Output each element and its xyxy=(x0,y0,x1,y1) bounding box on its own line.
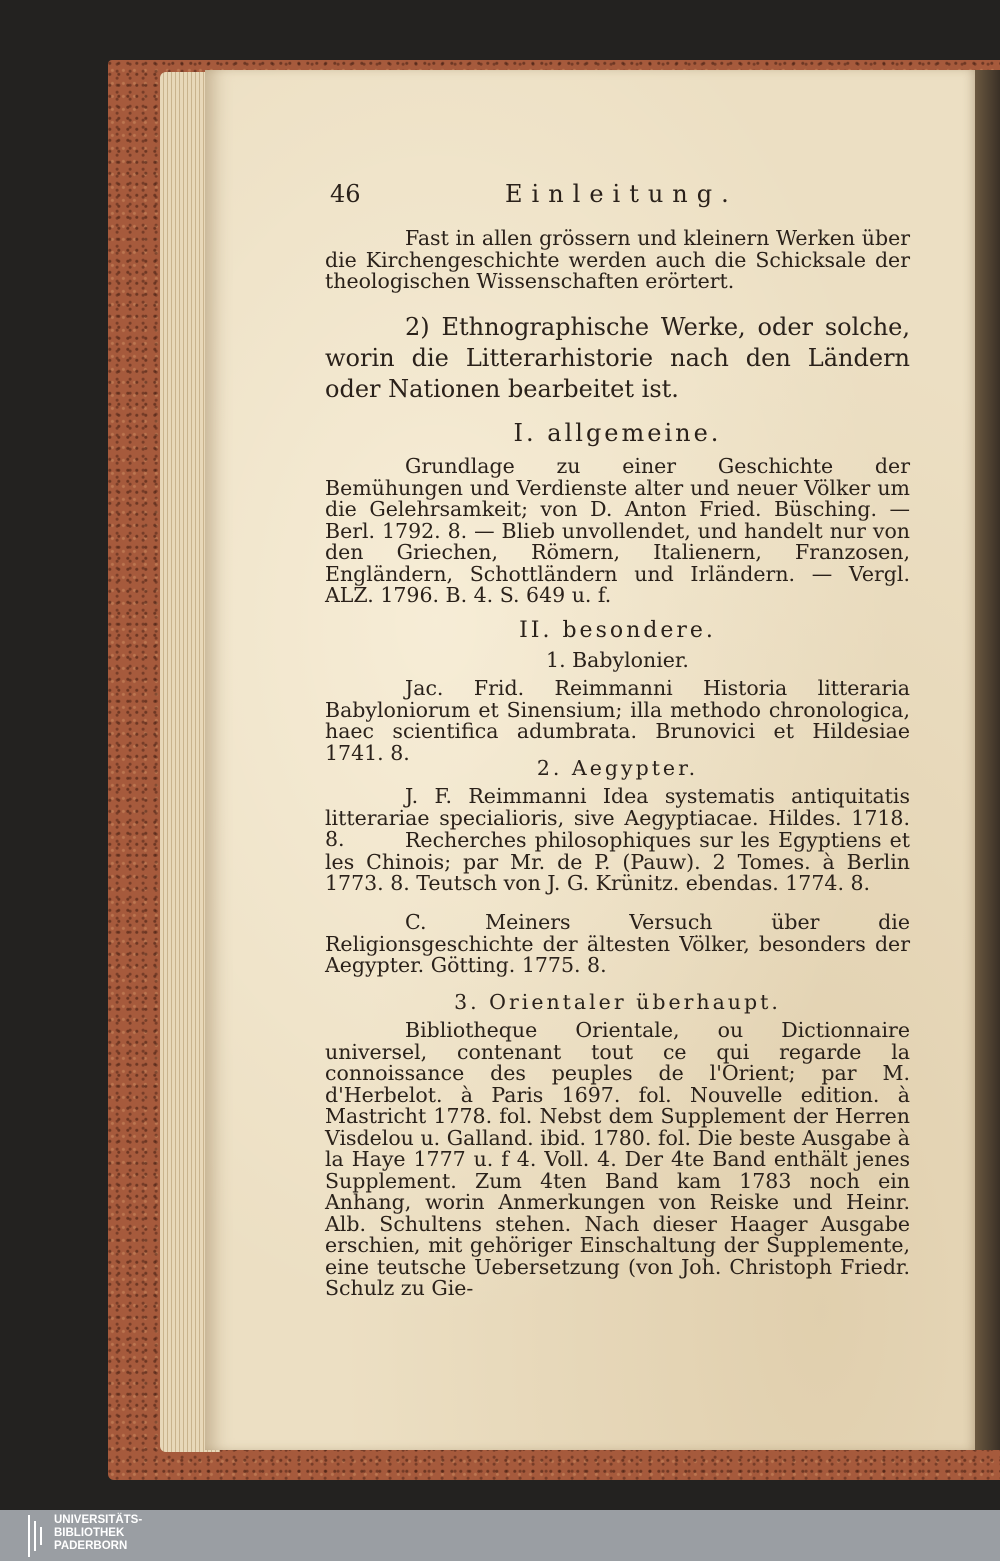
library-name-line2: BIBLIOTHEK xyxy=(54,1527,125,1539)
library-name-line1: UNIVERSITÄTS- xyxy=(54,1514,143,1526)
paragraph-kirchengeschichte: Fast in allen grössern und kleinern Werken über die Kirchengeschichte werden auch die Schicksale der theologischen Wissenschaften erörtert. xyxy=(325,226,910,293)
library-logo-icon xyxy=(28,1515,46,1557)
library-footer-bar xyxy=(0,1510,1000,1561)
heading-orientaler: 3. Orientaler überhaupt. xyxy=(454,990,781,1014)
section-ethnographische-werke: 2) Ethnographische Werke, oder solche, worin die Litterarhistorie nach den Ländern oder Nationen bearbeitet ist. xyxy=(325,313,910,403)
heading-allgemeine: I. allgemeine. xyxy=(513,419,722,447)
entry-recherches: Recherches philosophiques sur les Egyptiens et les Chinois; par Mr. de P. (Pauw). 2 Tomes. à Berlin 1773. 8. Teutsch von J. G. Krünitz. ebendas. 1774. 8. xyxy=(325,828,910,895)
heading-besondere: II. besondere. xyxy=(519,618,716,643)
running-title: Einleitung. xyxy=(505,180,738,208)
library-name xyxy=(54,1514,142,1553)
entry-meiners: C. Meiners Versuch über die Religionsgeschichte der ältesten Völker, besonders der Aegypter. Götting. 1775. 8. xyxy=(325,910,910,977)
heading-aegypter: 2. Aegypter. xyxy=(536,756,699,780)
running-head xyxy=(330,180,760,212)
entry-buesching: Grundlage zu einer Geschichte der Bemühungen und Verdienste alter und neuer Völker um die Gelehrsamkeit; von D. Anton Fried. Büsching. — Berl. 1792. 8. — Blieb unvollendet, und handelt nur von den Griechen, Römern, Italienern, Franzosen, Engländern, Schottländern und Irländern. — Vergl. ALZ. 1796. B. 4. S. 649 u. f. xyxy=(325,454,910,607)
entry-reimmann-aegypter: J. F. Reimmanni Idea systematis antiquitatis litterariae specialioris, sive Aegyptiacae. Hildes. 1718. 8. xyxy=(325,784,910,851)
gutter-shadow xyxy=(975,70,1000,1450)
page-number: 46 xyxy=(330,180,361,208)
entry-reimmann-babylonier: Jac. Frid. Reimmanni Historia litteraria Babyloniorum et Sinensium; illa methodo chronologica, haec scientifica adumbrata. Brunovici et Hildesiae 1741. 8. xyxy=(325,676,910,765)
library-name-line3: PADERBORN xyxy=(54,1540,128,1552)
heading-babylonier: 1. Babylonier. xyxy=(546,648,689,672)
entry-herbelot: Bibliotheque Orientale, ou Dictionnaire universel, contenant tout ce qui regarde la connoissance des peuples de l'Orient; par M. d'Herbelot. à Paris 1697. fol. Nouvelle edition. à Mastricht 1778. fol. Nebst dem Supplement der Herren Visdelou u. Galland. ibid. 1780. fol. Die beste Ausgabe à la Haye 1777 u. f 4. Voll. 4. Der 4te Band enthält jenes Supplement. Zum 4ten Band kam 1783 noch ein Anhang, worin Anmerkungen von Reiske und Heinr. Alb. Schultens stehen. Nach dieser Haager Ausgabe erschien, mit gehöriger Einschaltung der Supplemente, eine teutsche Uebersetzung (von Joh. Christoph Friedr. Schulz zu Gie- xyxy=(325,1018,910,1300)
